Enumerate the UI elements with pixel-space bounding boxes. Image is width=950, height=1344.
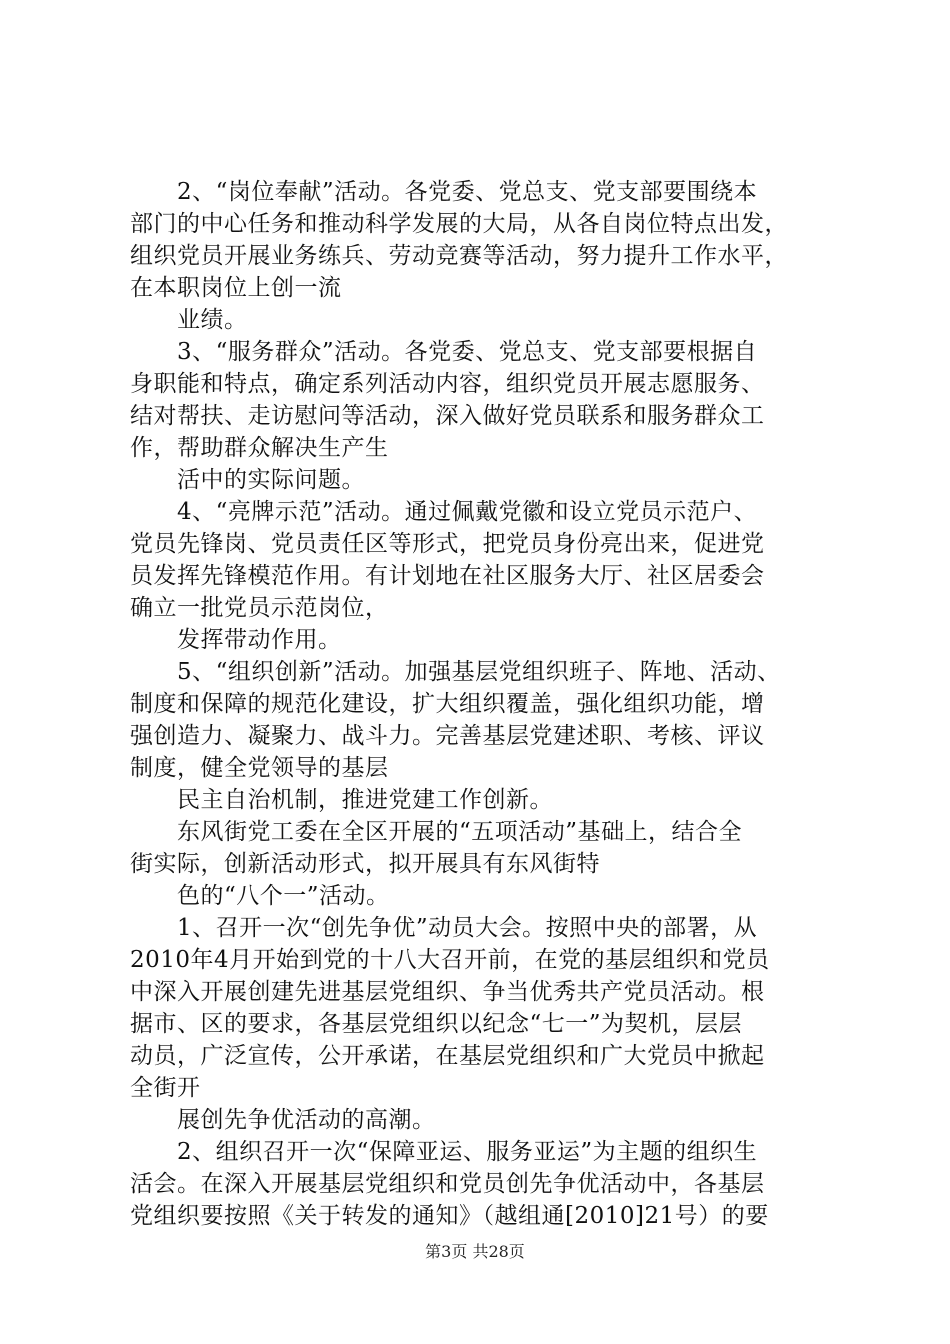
paragraph	[130, 816, 835, 880]
paragraph	[130, 176, 835, 304]
text-line: 3、“服务群众”活动。各党委、党总支、党支部要根据自	[177, 339, 758, 365]
text-line: 在本职岗位上创一流	[130, 275, 342, 301]
text-line: 发挥带动作用。	[177, 627, 342, 653]
paragraph	[130, 1104, 835, 1136]
text-line: 强创造力、凝聚力、战斗力。完善基层党建述职、考核、评议	[130, 723, 765, 749]
page-footer: 第3页 共28页	[425, 1242, 525, 1261]
text-line: 2、组织召开一次“保障亚运、服务亚运”为主题的组织生	[177, 1139, 758, 1165]
text-line: 身职能和特点，确定系列活动内容，组织党员开展志愿服务、	[130, 371, 765, 397]
text-line: 结对帮扶、走访慰问等活动，深入做好党员联系和服务群众工	[130, 403, 765, 429]
text-line: 活会。在深入开展基层党组织和党员创先争优活动中，各基层	[130, 1171, 765, 1197]
text-line: 中深入开展创建先进基层党组织、争当优秀共产党员活动。根	[130, 979, 765, 1005]
text-line: 2、“岗位奉献”活动。各党委、党总支、党支部要围绕本	[177, 179, 758, 205]
text-line: 确立一批党员示范岗位，	[130, 595, 389, 621]
paragraph	[130, 784, 835, 816]
text-line: 动员，广泛宣传，公开承诺，在基层党组织和广大党员中掀起	[130, 1043, 765, 1069]
text-line: 5、“组织创新”活动。加强基层党组织班子、阵地、活动、	[177, 659, 781, 685]
text-line: 业绩。	[177, 307, 248, 333]
paragraph	[130, 624, 835, 656]
text-line: 组织党员开展业务练兵、劳动竞赛等活动，努力提升工作水平，	[130, 243, 788, 269]
paragraph	[130, 496, 835, 624]
paragraph	[130, 1136, 835, 1232]
text-line: 色的“八个一”活动。	[177, 883, 390, 909]
text-line: 作，帮助群众解决生产生	[130, 435, 389, 461]
text-line: 员发挥先锋模范作用。有计划地在社区服务大厅、社区居委会	[130, 563, 765, 589]
text-line: 民主自治机制，推进党建工作创新。	[177, 787, 553, 813]
text-line: 2010年4月开始到党的十八大召开前，在党的基层组织和党员	[130, 947, 770, 973]
text-line: 制度，健全党领导的基层	[130, 755, 389, 781]
text-line: 制度和保障的规范化建设，扩大组织覆盖，强化组织功能，增	[130, 691, 765, 717]
text-line: 活中的实际问题。	[177, 467, 365, 493]
paragraph	[130, 304, 835, 336]
paragraph	[130, 912, 835, 1104]
paragraph	[130, 464, 835, 496]
text-line: 党组织要按照《关于转发的通知》（越组通[2010]21号）的要	[130, 1203, 769, 1229]
text-line: 东风街党工委在全区开展的“五项活动”基础上，结合全	[177, 819, 743, 845]
text-line: 部门的中心任务和推动科学发展的大局，从各自岗位特点出发，	[130, 211, 788, 237]
text-line: 据市、区的要求，各基层党组织以纪念“七一”为契机，层层	[130, 1011, 743, 1037]
paragraph	[130, 336, 835, 464]
text-line: 党员先锋岗、党员责任区等形式，把党员身份亮出来，促进党	[130, 531, 765, 557]
text-line: 街实际，创新活动形式，拟开展具有东风街特	[130, 851, 600, 877]
text-line: 全街开	[130, 1075, 201, 1101]
text-line: 4、“亮牌示范”活动。通过佩戴党徽和设立党员示范户、	[177, 499, 758, 525]
paragraph	[130, 656, 835, 784]
text-line: 展创先争优活动的高潮。	[177, 1107, 436, 1133]
document-body	[130, 176, 835, 1232]
text-line: 1、召开一次“创先争优”动员大会。按照中央的部署，从	[177, 915, 758, 941]
paragraph	[130, 880, 835, 912]
